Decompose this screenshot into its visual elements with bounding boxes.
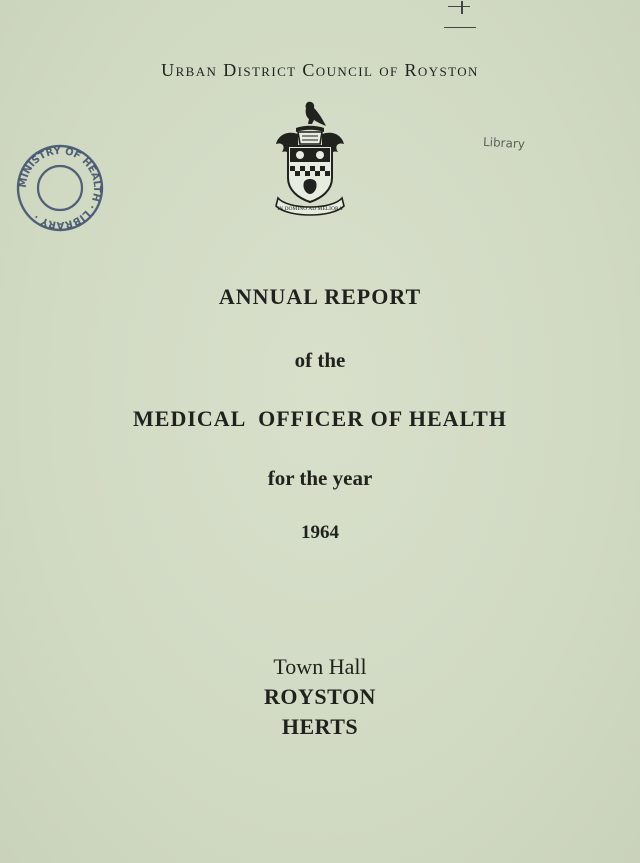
crest-motto: IN DOMINO AD MELIORA <box>277 206 343 212</box>
address-town-hall: Town Hall <box>273 654 367 679</box>
report-year: 1964 <box>301 522 339 543</box>
council-heading: Urban District Council of Royston <box>161 60 479 80</box>
coat-of-arms-icon <box>268 98 352 218</box>
title-medical-officer: MEDICAL OFFICER OF HEALTH <box>133 406 507 431</box>
library-stamp-icon <box>14 142 106 234</box>
handwritten-underline <box>444 27 476 28</box>
title-annual-report: ANNUAL REPORT <box>218 284 422 309</box>
title-of-the: of the <box>294 348 346 372</box>
title-for-the-year: for the year <box>267 466 373 490</box>
library-note: Library <box>482 134 526 152</box>
handwritten-mark: I <box>459 0 465 19</box>
stamp-ring-text: MINISTRY OF HEALTH · LIBRARY · <box>17 145 103 231</box>
address-herts: HERTS <box>281 714 359 739</box>
address-royston: ROYSTON <box>264 684 376 709</box>
